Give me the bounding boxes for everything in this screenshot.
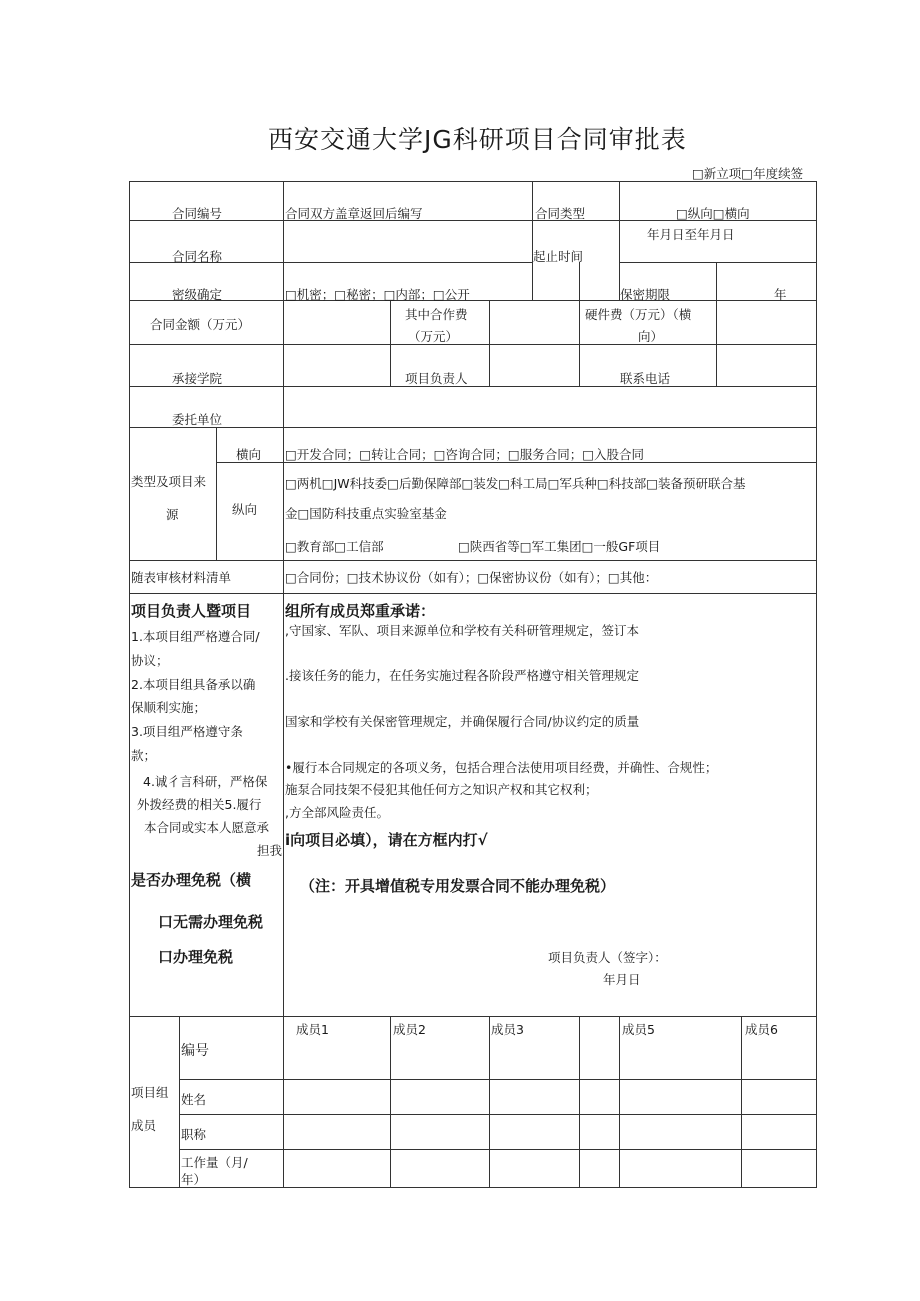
period-label: 起止时间 (533, 249, 584, 264)
tax-note: （注：开具增值税专用发票合同不能办理免税） (300, 877, 616, 895)
contract-type-options[interactable]: □纵向□横向 (676, 206, 750, 221)
pledge-right-line: .接该任务的能力，在任务实施过程各阶段严格遵守相关管理规定 (285, 668, 639, 683)
pledge-right-line: 国家和学校有关保密管理规定，并确保履行合同/协议约定的质量 (285, 714, 640, 729)
college-field[interactable] (285, 346, 388, 384)
member-cell[interactable] (743, 1151, 814, 1185)
member-column-header: 成员1 (296, 1022, 329, 1037)
member-cell[interactable] (285, 1116, 388, 1147)
row-label-workload: 工作量（月/ (181, 1155, 248, 1170)
row-label-name: 姓名 (181, 1092, 207, 1107)
horizontal-options[interactable]: □开发合同；□转让合同；□咨询合同；□服务合同；□入股合同 (285, 447, 645, 462)
pledge-left-line: 本合同或实本人愿意承 (144, 820, 270, 835)
pledge-left-line: 1.本项目组严格遵合同/ (131, 629, 260, 644)
contract-name-label: 合同名称 (172, 249, 223, 264)
member-cell[interactable] (392, 1151, 487, 1185)
pi-label: 项目负责人 (405, 371, 468, 386)
college-label: 承接学院 (172, 371, 223, 386)
pledge-left-line: 外拨经费的相关5.履行 (137, 797, 262, 812)
vertical-options-line-3a[interactable]: □教育部□工信部 (285, 539, 384, 554)
contract-type-label: 合同类型 (535, 206, 586, 221)
contract-no-label: 合同编号 (172, 206, 223, 221)
client-field[interactable] (285, 388, 814, 425)
tax-question: 是否办理免税（横 (131, 871, 252, 889)
source-label: 类型及项目来 (131, 474, 207, 489)
pledge-left-line: 2.本项目组具备承以确 (131, 677, 256, 692)
signature-label: 项目负责人（签字）： (548, 950, 667, 965)
contract-no-field[interactable]: 合同双方盖章返回后编写 (285, 206, 423, 221)
hardware-fee-label-suffix: 向） (638, 329, 664, 344)
pledge-right-line: ,方全部风险责任。 (285, 805, 389, 820)
coop-fee-field[interactable] (491, 302, 577, 342)
member-cell[interactable] (621, 1081, 739, 1112)
member-cell[interactable] (491, 1116, 577, 1147)
member-cell[interactable] (743, 1116, 814, 1147)
tax-option-exemption[interactable]: 口办理免税 (158, 948, 234, 966)
pledge-right-line: ,守国家、军队、项目来源单位和学校有关科研管理规定，签订本 (285, 623, 639, 638)
vertical-label: 纵向 (232, 502, 258, 517)
members-group-label: 项目组 (131, 1085, 169, 1100)
secrecy-period-label: 保密期限 (620, 287, 671, 302)
hardware-fee-field[interactable] (718, 302, 814, 342)
amount-label: 合同金额（万元） (150, 317, 251, 332)
page-title: 西安交通大学JG科研项目合同审批表 (268, 125, 687, 154)
member-column-header: 成员2 (393, 1022, 426, 1037)
member-column-header: 成员6 (745, 1022, 778, 1037)
secrecy-period-field[interactable]: 年 (774, 287, 787, 302)
phone-field[interactable] (718, 346, 814, 384)
tax-instruction: i向项目必填），请在方框内打√ (285, 831, 488, 849)
member-column-header: 成员5 (622, 1022, 655, 1037)
tax-option-no-exemption[interactable]: 口无需办理免税 (158, 913, 264, 931)
members-group-label-tail: 成员 (131, 1118, 157, 1133)
horizontal-label: 横向 (236, 447, 262, 462)
pledge-left-line: 担我 (257, 843, 283, 858)
pledge-left-line: 3.项目组严格遵守条 (131, 724, 243, 739)
pledge-left-line: 协议； (131, 653, 169, 668)
materials-label: 随表审核材料清单 (131, 570, 232, 585)
member-cell[interactable] (392, 1081, 487, 1112)
member-cell[interactable] (285, 1081, 388, 1112)
coop-fee-label: 其中合作费 (405, 307, 468, 322)
member-cell[interactable] (285, 1151, 388, 1185)
amount-field[interactable] (285, 302, 388, 342)
signature-date: 年月日 (603, 972, 641, 987)
pledge-right-line: •履行本合同规定的各项义务，包括合理合法使用项目经费，并确性、合规性； (285, 760, 718, 775)
row-label-workload-tail: 年） (181, 1172, 207, 1187)
hardware-fee-label: 硬件费（万元）（横 (585, 307, 692, 322)
member-cell[interactable] (621, 1116, 739, 1147)
pi-field[interactable] (491, 346, 577, 384)
client-label: 委托单位 (172, 412, 223, 427)
secrecy-label: 密级确定 (172, 287, 223, 302)
member-cell[interactable] (743, 1081, 814, 1112)
member-column-header: 成员3 (491, 1022, 524, 1037)
pledge-heading-left: 项目负责人暨项目 (131, 602, 252, 620)
row-label-number: 编号 (181, 1043, 209, 1059)
vertical-options-line-3b[interactable]: □陕西省等□军工集团□一般GF项目 (458, 539, 661, 554)
member-cell[interactable] (392, 1116, 487, 1147)
pledge-right-line: 施泵合同技架不侵犯其他任何方之知识产权和其它权利； (285, 782, 598, 797)
vertical-options-line-1[interactable]: □两机□JW科技委□后勤保障部□装发□科工局□军兵种□科技部□装备预研联合基 (285, 476, 746, 491)
materials-options[interactable]: □合同份；□技术协议份（如有）；□保密协议份（如有）；□其他： (285, 570, 658, 585)
period-field[interactable]: 年月日至年月日 (647, 227, 735, 242)
pledge-heading-right: 组所有成员郑重承诺： (285, 602, 436, 620)
pledge-left-line: 款； (131, 748, 157, 763)
secrecy-options[interactable]: □机密；□秘密；□内部；□公开 (285, 287, 470, 302)
member-cell[interactable] (491, 1081, 577, 1112)
member-cell[interactable] (621, 1151, 739, 1185)
project-status-options[interactable]: □新立项□年度续签 (692, 166, 804, 181)
source-label-tail: 源 (166, 507, 179, 522)
contract-name-field[interactable] (285, 223, 530, 260)
vertical-options-line-2[interactable]: 金□国防科技重点实验室基金 (285, 506, 447, 521)
member-cell[interactable] (491, 1151, 577, 1185)
row-label-title: 职称 (181, 1127, 207, 1142)
pledge-left-line: 4.诚彳言科研，严格保 (143, 774, 268, 789)
coop-fee-label-unit: （万元） (408, 329, 459, 344)
pledge-left-line: 保顺利实施； (131, 700, 207, 715)
phone-label: 联系电话 (620, 371, 671, 386)
